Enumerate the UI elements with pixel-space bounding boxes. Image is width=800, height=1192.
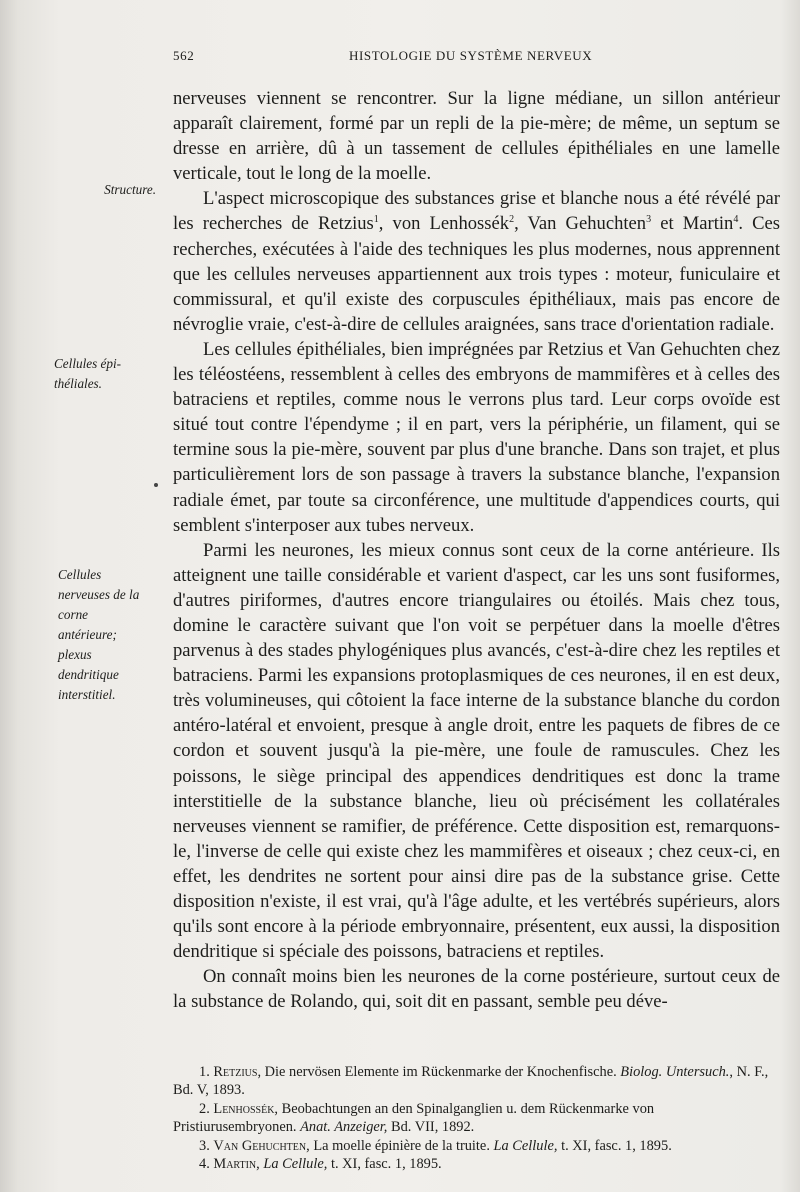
footnote-ref-3: 3	[646, 214, 652, 226]
margin-note-structure: Structure.	[104, 182, 156, 197]
footnote-ref-1: 1	[373, 214, 379, 226]
footnote-ref-4: 4	[733, 214, 739, 226]
stray-mark	[154, 483, 158, 487]
page-number: 562	[173, 48, 195, 63]
margin-note-cellules-epitheliales: Cellules épi-théliales.	[54, 356, 122, 391]
footnote: 1. Retzius, Die nervösen Elemente im Rückenmarke der Knochenfische. Biolog. Untersuch., N. F., Bd. V, 1893.	[173, 1064, 769, 1099]
paragraph-3: Les cellules épithéliales, bien imprégnées par Retzius et Van Gehuchten chez les téléostéens, ressemblent à celles des embryons de mammifères et à celles des batraciens et reptiles, comme nous le verrons plus tard. Leur corps ovoïde est situé tout contre l'épendyme ; il en part, vers la périphérie, un filament, qui se termine sous la pie-mère, souvent par plus d'une branche. Dans son trajet, et plus particulièrement lors de son passage à travers la substance blanche, l'expansion radiale émet, par toute sa circonférence, une multitude d'appendices courts, qui semblent s'interposer aux tubes nerveux.	[173, 338, 780, 536]
footnote-ref-2: 2	[509, 214, 515, 226]
main-text	[173, 86, 780, 1014]
footnotes	[173, 1063, 780, 1173]
footnote: 4. Martin, La Cellule, t. XI, fasc. 1, 1895.	[199, 1156, 442, 1173]
paragraph-4: Parmi les neurones, les mieux connus sont ceux de la corne antérieure. Ils atteignent une taille considérable et varient d'aspect, car les uns sont fusiformes, d'autres piriformes, d'autres encore triangulaires ou étoilés. Mais chez tous, domine le caractère suivant que l'on voit se perpétuer dans la moelle d'êtres parvenus à des stades phylogéniques plus avancés, c'est-à-dire chez les reptiles et batraciens. Parmi les expansions protoplasmiques de ces neurones, il en est deux, très volumineuses, qui côtoient la face interne de la substance blanche du cordon antéro-latéral et envoient, presque à angle droit, entre les paquets de fibres de ce cordon et souvent jusqu'à la pie-mère, une foule de ramuscules. Chez les poissons, le siège principal des appendices dendritiques est donc la trame interstitielle de la substance blanche, lieu où précisément les collatérales nerveuses viennent se ramifier, de préférence. Cette disposition est, remarquons-le, l'inverse de celle qui existe chez les mammifères et oiseaux ; chez ceux-ci, en effet, les dendrites ne sortent pour ainsi dire pas de la substance grise. Cette disposition n'existe, il est vrai, qu'à l'âge adulte, et les vertébrés supérieurs, alors qu'ils sont encore à la période embryonnaire, présentent, eux aussi, la disposition dendritique si spéciale des poissons, batraciens et reptiles.	[173, 539, 780, 963]
footnote: 3. Van Gehuchten, La moelle épinière de la truite. La Cellule, t. XI, fasc. 1, 1895.	[199, 1137, 672, 1154]
margin-note-cellules-nerveuses: Cellules nerveuses de la corne antérieure; plexus dendritique interstitiel.	[58, 567, 140, 702]
footnote: 2. Lenhossék, Beobachtungen an den Spinalganglien u. dem Rückenmarke von Pristiurusembryonen. Anat. Anzeiger, Bd. VII, 1892.	[173, 1100, 655, 1136]
paragraph-5: On connaît moins bien les neurones de la corne postérieure, surtout ceux de la substance de Rolando, qui, soit dit en passant, semble peu déve-	[173, 966, 780, 1013]
page-header	[173, 48, 773, 68]
running-title: HISTOLOGIE DU SYSTÈME NERVEUX	[349, 48, 593, 63]
paragraph-1: nerveuses viennent se rencontrer. Sur la ligne médiane, un sillon antérieur apparaît clairement, formé par un repli de la pie-mère; de même, un septum se dresse en arrière, dû à un tassement de cellules épithéliales en une lamelle verticale, tout le long de la moelle.	[173, 88, 780, 185]
paragraph-2: L'aspect microscopique des substances grise et blanche nous a été révélé par les recherches de Retzius$^1$, von Lenhossék$^2$, Van Gehuchten$^3$ et Martin$^4$. Ces recherches, exécutées à l'aide des techniques les plus modernes, nous apprennent que les cellules nerveuses appartiennent aux trois types : moteur, funiculaire et commissural, et qu'il existe des corpuscules épithéliaux, mais pas encore de névroglie vraie, c'est-à-dire de cellules araignées, sans trace d'orientation radiale.	[173, 188, 780, 335]
